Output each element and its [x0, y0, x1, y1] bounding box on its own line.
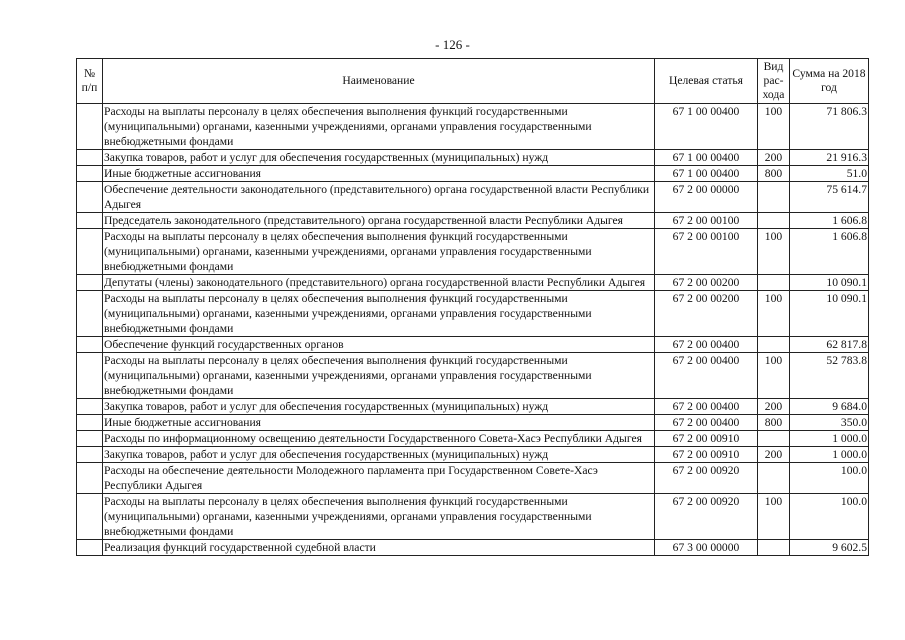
name-cell: Закупка товаров, работ и услуг для обеспечения государственных (муниципальных) нужд: [103, 150, 655, 166]
num-cell: [77, 494, 103, 540]
expense-kind-cell: [758, 182, 790, 213]
expense-kind-cell: 100: [758, 494, 790, 540]
header-name: Наименование: [103, 59, 655, 104]
header-number: № п/п: [77, 59, 103, 104]
amount-cell: 1 000.0: [790, 447, 869, 463]
num-cell: [77, 463, 103, 494]
name-cell: Расходы на выплаты персоналу в целях обеспечения выполнения функций государственными (муниципальными) органами, казенными учреждениями, органами управления государственными внебюджетными фондами: [103, 104, 655, 150]
page-number: - 126 -: [435, 37, 470, 52]
target-article-cell: 67 2 00 00200: [655, 291, 758, 337]
target-article-cell: 67 2 00 00400: [655, 415, 758, 431]
expense-kind-cell: [758, 213, 790, 229]
amount-cell: 62 817.8: [790, 337, 869, 353]
target-article-cell: 67 2 00 00910: [655, 431, 758, 447]
name-cell: Иные бюджетные ассигнования: [103, 166, 655, 182]
expense-kind-cell: 200: [758, 399, 790, 415]
num-cell: [77, 104, 103, 150]
target-article-cell: 67 2 00 00400: [655, 399, 758, 415]
header-amount-2018: Сумма на 2018 год: [790, 59, 869, 104]
amount-cell: 100.0: [790, 463, 869, 494]
num-cell: [77, 213, 103, 229]
target-article-cell: 67 1 00 00400: [655, 104, 758, 150]
expense-kind-cell: [758, 337, 790, 353]
num-cell: [77, 337, 103, 353]
table-row: [77, 337, 869, 353]
table-body: [77, 104, 869, 556]
name-cell: Расходы на выплаты персоналу в целях обеспечения выполнения функций государственными (муниципальными) органами, казенными учреждениями, органами управления государственными внебюджетными фондами: [103, 494, 655, 540]
expense-kind-cell: [758, 463, 790, 494]
table-row: [77, 540, 869, 556]
table-row: [77, 463, 869, 494]
amount-cell: 51.0: [790, 166, 869, 182]
table-row: [77, 415, 869, 431]
num-cell: [77, 353, 103, 399]
table-row: [77, 166, 869, 182]
num-cell: [77, 229, 103, 275]
target-article-cell: 67 1 00 00400: [655, 150, 758, 166]
name-cell: Депутаты (члены) законодательного (представительного) органа государственной власти Республики Адыгея: [103, 275, 655, 291]
name-cell: Расходы на выплаты персоналу в целях обеспечения выполнения функций государственными (муниципальными) органами, казенными учреждениями, органами управления государственными внебюджетными фондами: [103, 291, 655, 337]
amount-cell: 1 000.0: [790, 431, 869, 447]
name-cell: Расходы на выплаты персоналу в целях обеспечения выполнения функций государственными (муниципальными) органами, казенными учреждениями, органами управления государственными внебюджетными фондами: [103, 229, 655, 275]
expense-kind-cell: 800: [758, 166, 790, 182]
name-cell: Иные бюджетные ассигнования: [103, 415, 655, 431]
expense-kind-cell: [758, 275, 790, 291]
target-article-cell: 67 2 00 00400: [655, 353, 758, 399]
num-cell: [77, 447, 103, 463]
amount-cell: 1 606.8: [790, 229, 869, 275]
target-article-cell: 67 2 00 00200: [655, 275, 758, 291]
expense-kind-cell: 200: [758, 447, 790, 463]
name-cell: Обеспечение деятельности законодательного (представительного) органа государственной власти Республики Адыгея: [103, 182, 655, 213]
target-article-cell: 67 2 00 00910: [655, 447, 758, 463]
num-cell: [77, 540, 103, 556]
target-article-cell: 67 1 00 00400: [655, 166, 758, 182]
name-cell: Председатель законодательного (представительного) органа государственной власти Республики Адыгея: [103, 213, 655, 229]
expense-kind-cell: 100: [758, 229, 790, 275]
target-article-cell: 67 2 00 00100: [655, 213, 758, 229]
amount-cell: 52 783.8: [790, 353, 869, 399]
name-cell: Обеспечение функций государственных органов: [103, 337, 655, 353]
expense-kind-cell: [758, 540, 790, 556]
name-cell: Расходы на выплаты персоналу в целях обеспечения выполнения функций государственными (муниципальными) органами, казенными учреждениями, органами управления государственными внебюджетными фондами: [103, 353, 655, 399]
table-row: [77, 353, 869, 399]
table-row: [77, 447, 869, 463]
num-cell: [77, 415, 103, 431]
amount-cell: 9 684.0: [790, 399, 869, 415]
expense-kind-cell: 100: [758, 104, 790, 150]
target-article-cell: 67 3 00 00000: [655, 540, 758, 556]
expense-kind-cell: 200: [758, 150, 790, 166]
table-header-row: [77, 59, 869, 104]
budget-table: [76, 58, 869, 556]
table-row: [77, 150, 869, 166]
target-article-cell: 67 2 00 00100: [655, 229, 758, 275]
table-row: [77, 399, 869, 415]
table-row: [77, 431, 869, 447]
target-article-cell: 67 2 00 00000: [655, 182, 758, 213]
num-cell: [77, 166, 103, 182]
target-article-cell: 67 2 00 00920: [655, 494, 758, 540]
amount-cell: 75 614.7: [790, 182, 869, 213]
num-cell: [77, 291, 103, 337]
amount-cell: 100.0: [790, 494, 869, 540]
name-cell: Закупка товаров, работ и услуг для обеспечения государственных (муниципальных) нужд: [103, 447, 655, 463]
table-row: [77, 275, 869, 291]
amount-cell: 71 806.3: [790, 104, 869, 150]
num-cell: [77, 182, 103, 213]
name-cell: Расходы на обеспечение деятельности Молодежного парламента при Государственном Совете-Хасэ Республики Адыгея: [103, 463, 655, 494]
amount-cell: 10 090.1: [790, 275, 869, 291]
header-expense-kind: Вид рас-хода: [758, 59, 790, 104]
expense-kind-cell: 100: [758, 291, 790, 337]
num-cell: [77, 150, 103, 166]
target-article-cell: 67 2 00 00400: [655, 337, 758, 353]
table-row: [77, 229, 869, 275]
amount-cell: 21 916.3: [790, 150, 869, 166]
table-row: [77, 494, 869, 540]
expense-kind-cell: 100: [758, 353, 790, 399]
amount-cell: 1 606.8: [790, 213, 869, 229]
expense-kind-cell: [758, 431, 790, 447]
table-row: [77, 104, 869, 150]
expense-kind-cell: 800: [758, 415, 790, 431]
amount-cell: 10 090.1: [790, 291, 869, 337]
table-row: [77, 182, 869, 213]
name-cell: Расходы по информационному освещению деятельности Государственного Совета-Хасэ Республики Адыгея: [103, 431, 655, 447]
table-row: [77, 213, 869, 229]
header-target-article: Целевая статья: [655, 59, 758, 104]
num-cell: [77, 431, 103, 447]
name-cell: Закупка товаров, работ и услуг для обеспечения государственных (муниципальных) нужд: [103, 399, 655, 415]
num-cell: [77, 275, 103, 291]
num-cell: [77, 399, 103, 415]
target-article-cell: 67 2 00 00920: [655, 463, 758, 494]
amount-cell: 9 602.5: [790, 540, 869, 556]
name-cell: Реализация функций государственной судебной власти: [103, 540, 655, 556]
amount-cell: 350.0: [790, 415, 869, 431]
table-row: [77, 291, 869, 337]
